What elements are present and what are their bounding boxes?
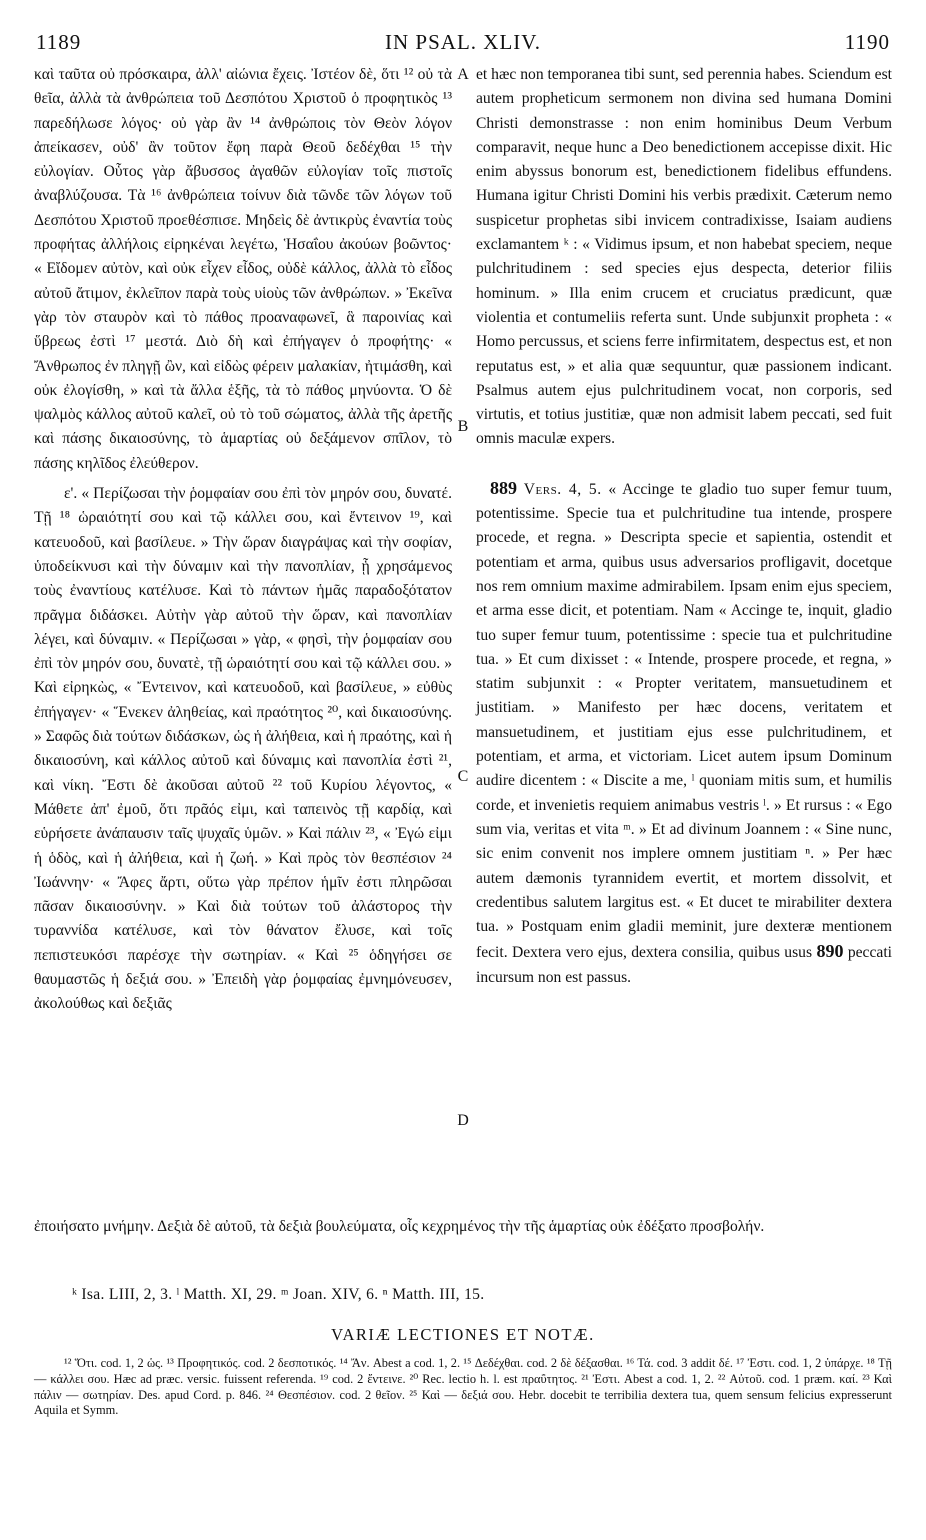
margin-marker-d: D — [457, 1112, 469, 1129]
greek-column — [34, 63, 452, 1017]
running-title: IN PSAL. XLIV. — [385, 30, 541, 54]
margin-marker-a: A — [457, 66, 469, 83]
greek-paragraph-2: ε'. « Περίζωσαι τὴν ῥομφαίαν σου ἐπὶ τὸν μηρόν σου, δυνατέ. Τῇ ¹⁸ ὡραιότητί σου καὶ τῷ κάλλει σου, καὶ ἔντεινον ¹⁹, καὶ κατευοδοῦ, καὶ βασίλευε. » Τὴν ὥραν διαγράψας καὶ τὴν σοφίαν, ὑποδείκνυσι καὶ τὴν δύναμιν καὶ τὴν πανοπλίαν, ᾗ χρησάμενος τοὺς ἐναντίους κατέλυσε. Καὶ τὸ πάντων ἡμᾶς παραδοξότατον πρᾶγμα διδάσκει. Αὐτὴν γὰρ αὐτοῦ τὴν ὥραν, καὶ πανοπλίαν λέγει, καὶ δύναμιν. « Περίζωσαι » γὰρ, « φησὶ, τὴν ῥομφαίαν σου ἐπὶ τὸν μηρόν σου, δυνατὲ, τῇ ὡραιότητί σου καὶ τῷ κάλλει σου. » Καὶ εἰρηκὼς, « Ἔντεινον, καὶ κατευοδοῦ, καὶ βασίλευε, » εὐθὺς ἐπήγαγεν· « Ἕνεκεν ἀληθείας, καὶ πραότητος ²⁰, καὶ δικαιοσύνης. » Σαφῶς διὰ τούτων διδάσκων, ὡς ἡ ἀλήθεια, καὶ ἡ πραότης, καὶ ἡ δικαιοσύνη, καὶ κάλλος αὐτοῦ καὶ δύναμις καὶ πανοπλία ἐστὶ ²¹, καὶ νίκη. Ἔστι δὲ ἀκοῦσαι αὐτοῦ ²² τοῦ Κυρίου λέγοντος, « Μάθετε ἀπ' ἐμοῦ, ὅτι πρᾶός εἰμι, καὶ ταπεινὸς τῇ καρδίᾳ, καὶ εὑρήσετε ἀνάπαυσιν ταῖς ψυχαῖς ὑμῶν. » Καὶ πάλιν ²³, « Ἐγώ εἰμι ἡ ὁδὸς, καὶ ἡ ἀλήθεια, καὶ ἡ ζωή. » Καὶ πρὸς τὸν θεσπέσιον ²⁴ Ἰωάννην· « Ἄφες ἄρτι, οὕτω γὰρ πρέπον ἡμῖν ἐστι πληρῶσαι πᾶσαν δικαιοσύνην. » Καὶ διὰ τούτων τοῦ ἀλάστορος τὴν τυραννίδα κατέλυσε, καὶ τὸν θάνατον ἔλυσε, καὶ τοῖς πεπιστευκόσι παρέσχε τὴν σωτηρίαν. « Καὶ ²⁵ ὁδηγήσει σε θαυμαστῶς ἡ δεξιά σου. » Ἐπειδὴ γὰρ ῥομφαίας ἐμνημόνευσεν, ἀκολούθως καὶ δεξιᾶς — [34, 485, 452, 1013]
column-number: 889 — [490, 477, 517, 498]
latin-paragraph-2-text: « Accinge te gladio tuo super femur tuum, potentissime. Specie tua et pulchritudine tua intende, prospere procede, et regna. » Descripta specie et sapientia, ostendit et potentiam et arma, quibus usus adversarios profligavit, docetque nos rem omnium maxime admirabilem. Ipsam enim ejus speciem, et arma esse dicit, et potentiam. Nam « Accinge te, inquit, gladio tuo super femur tuum, potentissime : specie tua et pulchritudine tua. » Et cum dixisset : « Intende, prospere procede, et regna, » statim subjunxit : « Propter veritatem, mansuetudinem et justitiam. » Manifesto per hæc docens, veritatem et mansuetudinem, et justitiam ejus esse pulchritudinem, et potentiam, et arma, et victoriam. Licet autem ipsum Dominum audire dicentem : « Discite a me, ˡ quoniam mitis sum, et humilis corde, et invenietis requiem animabus vestris ˡ. » Et rursus : « Ego sum via, veritas et vita ᵐ. » Et ad divinum Joannem : « Sine nunc, sic enim convenit nos implere omnem justitiam ⁿ. » Per hæc autem dæmonis tyrannidem evertit, et mortem dissolvit, et credentibus salutem largitus est. « Et ducet te mirabiliter dextera tua. » Postquam enim gladii meminit, jure dexteræ mentionem fecit. Dextera vero ejus, dextera consilia, quibus usus — [476, 480, 892, 962]
latin-paragraph-1: et hæc non temporanea tibi sunt, sed perennia habes. Sciendum est autem propheticum sermonem non divina sed humana Domini Christi demonstrasse : non enim hominibus Deum Verbum comparavit, neque hunc a Deo benedictionem accepisse dixit. Hic enim abyssus bonorum est, benedictionem fidelibus effundens. Humana igitur Christi Domini his verbis prædixit. Cæterum nemo suspicetur prophetas sibi invicem contradixisse, Isaiam audiens exclamantem ᵏ : « Vidimus ipsum, et non habebat speciem, neque pulchritudinem : sed species ejus despecta, deterior filiis hominum. » Illa enim crucem et cruciatus prædicunt, quæ violentia et contumeliis referta sunt. Unde subjunxit propheta : « Homo percussus, et sciens ferre infirmitatem, despectus est, et non reputatus est, » et alia quæ sequuntur, quæ passionem indicant. Psalmus autem ejus pulchritudinem vocat, non corporis, sed virtutis, et totius justitiæ, quæ non admisit labem peccati, sed fuit omnis maculæ expers. — [476, 66, 892, 448]
full-width-greek-tail: ἐποιήσατο μνήμην. Δεξιὰ δὲ αὐτοῦ, τὰ δεξιὰ βουλεύματα, οἷς κεχρημένος τὴν τῆς ἁμαρτίας οὐκ ἐδέξατο προσβολήν. — [34, 1218, 765, 1235]
margin-marker-b: B — [457, 418, 469, 435]
left-page-number: 1189 — [36, 30, 82, 54]
scripture-references: ᵏ Isa. LIII, 2, 3. ˡ Matth. XI, 29. ᵐ Joan. XIV, 6. ⁿ Matth. III, 15. — [72, 1286, 485, 1303]
right-page-number: 1190 — [844, 30, 890, 54]
variant-notes — [34, 1356, 892, 1419]
latin-paragraph-2-end: peccati incursum non est passus. — [476, 944, 892, 986]
notes-heading: VARIÆ LECTIONES ET NOTÆ. — [331, 1325, 595, 1344]
verse-reference: Vers. 4, 5. — [523, 480, 602, 498]
margin-marker-c: C — [457, 768, 469, 785]
notes-text: ¹² Ὅτι. cod. 1, 2 ὡς. ¹³ Προφητικός. cod. 2 δεσποτικός. ¹⁴ Ἄν. Abest a cod. 1, 2. ¹⁵ Δεδέχθαι. cod. 2 δὲ δέξασθαι. ¹⁶ Τά. cod. 3 addit δέ. ¹⁷ Ἐστι. cod. 1, 2 ὑπάρχε. ¹⁸ Τῇ — κάλλει σου. Hæc ad præc. versic. fuissent referenda. ¹⁹ cod. 2 ἔντεινε. ²⁰ Rec. lectio h. l. est πραΰτητος. ²¹ Ἐστι. Abest a cod. 1, 2. ²² Αὐτοῦ. cod. 1 præm. καί. ²³ Καὶ πάλιν — σωτηρίαν. Des. apud Cord. p. 846. ²⁴ Θεσπέσιον. cod. 2 θεῖον. ²⁵ Καὶ — δεξιά σου. Hebr. docebit te terribilia dextera tua, quem sensum felicius expresserunt Aquila et Symm. — [34, 1356, 892, 1418]
greek-paragraph-1: καὶ ταῦτα οὐ πρόσκαιρα, ἀλλ' αἰώνια ἔχεις. Ἰστέον δὲ, ὅτι ¹² οὐ τὰ θεῖα, ἀλλὰ τὰ ἀνθρώπεια τοῦ Δεσπότου Χριστοῦ ὁ προφητικὸς ¹³ παρεδήλωσε λόγος· οὐ γὰρ ἂν ¹⁴ ἀνθρώποις τὸν Θεὸν λόγον ἀπείκασεν, οὐδ' ἂν τοῦτον ἔφη παρὰ Θεοῦ δεδέχθαι ¹⁵ τὴν εὐλογίαν. Οὗτος γὰρ ἄβυσσος ἀγαθῶν εὐλογίαν τοῖς πιστοῖς ἀναβλύζουσα. Τὰ ¹⁶ ἀνθρώπεια τοίνυν διὰ τῶνδε τῶν λόγων τοῦ Δεσπότου Χριστοῦ προεθέσπισε. Μηδεὶς δὲ ἀντικρὺς ἐναντία τοὺς προφήτας ἀλλήλοις εἰρηκέναι λεγέτω, Ἡσαΐου ἀκούων βοῶντος· « Εἴδομεν αὐτὸν, καὶ οὐκ εἶχεν εἶδος, οὐδὲ κάλλος, ἀλλὰ τὸ εἶδος αὐτοῦ ἄτιμον, ἐκλεῖπον παρὰ τοὺς υἱοὺς τῶν ἀνθρώπων. » Ἐκεῖνα γὰρ τὸν σταυρὸν καὶ τὸ πάθος προαναφωνεῖ, ἃ παροινίας καὶ ὕβρεως ἐστὶ ¹⁷ μεστά. Διὸ δὴ καὶ ἐπήγαγεν ὁ προφήτης· « Ἄνθρωπος ἐν πληγῇ ὢν, καὶ εἰδὼς φέρειν μαλακίαν, ἠτιμάσθη, καὶ οὐκ ἐλογίσθη, » καὶ τὰ ἄλλα ἑξῆς, τὰ τὸ πάθος μηνύοντα. Ὁ δὲ ψαλμὸς κάλλος αὐτοῦ καλεῖ, οὐ τὸ τοῦ σώματος, ἀλλὰ τῆς ἀρετῆς καὶ πάσης δικαιοσύνης, τὸ ἁμαρτίας οὐ δεξάμενον σπῖλον, τὸ πάσης κηλῖδος ἐλεύθερον. — [34, 66, 452, 472]
latin-paragraph-2 — [476, 476, 892, 990]
page-header — [36, 30, 890, 60]
latin-column — [476, 63, 892, 990]
column-number-2: 890 — [816, 941, 844, 962]
